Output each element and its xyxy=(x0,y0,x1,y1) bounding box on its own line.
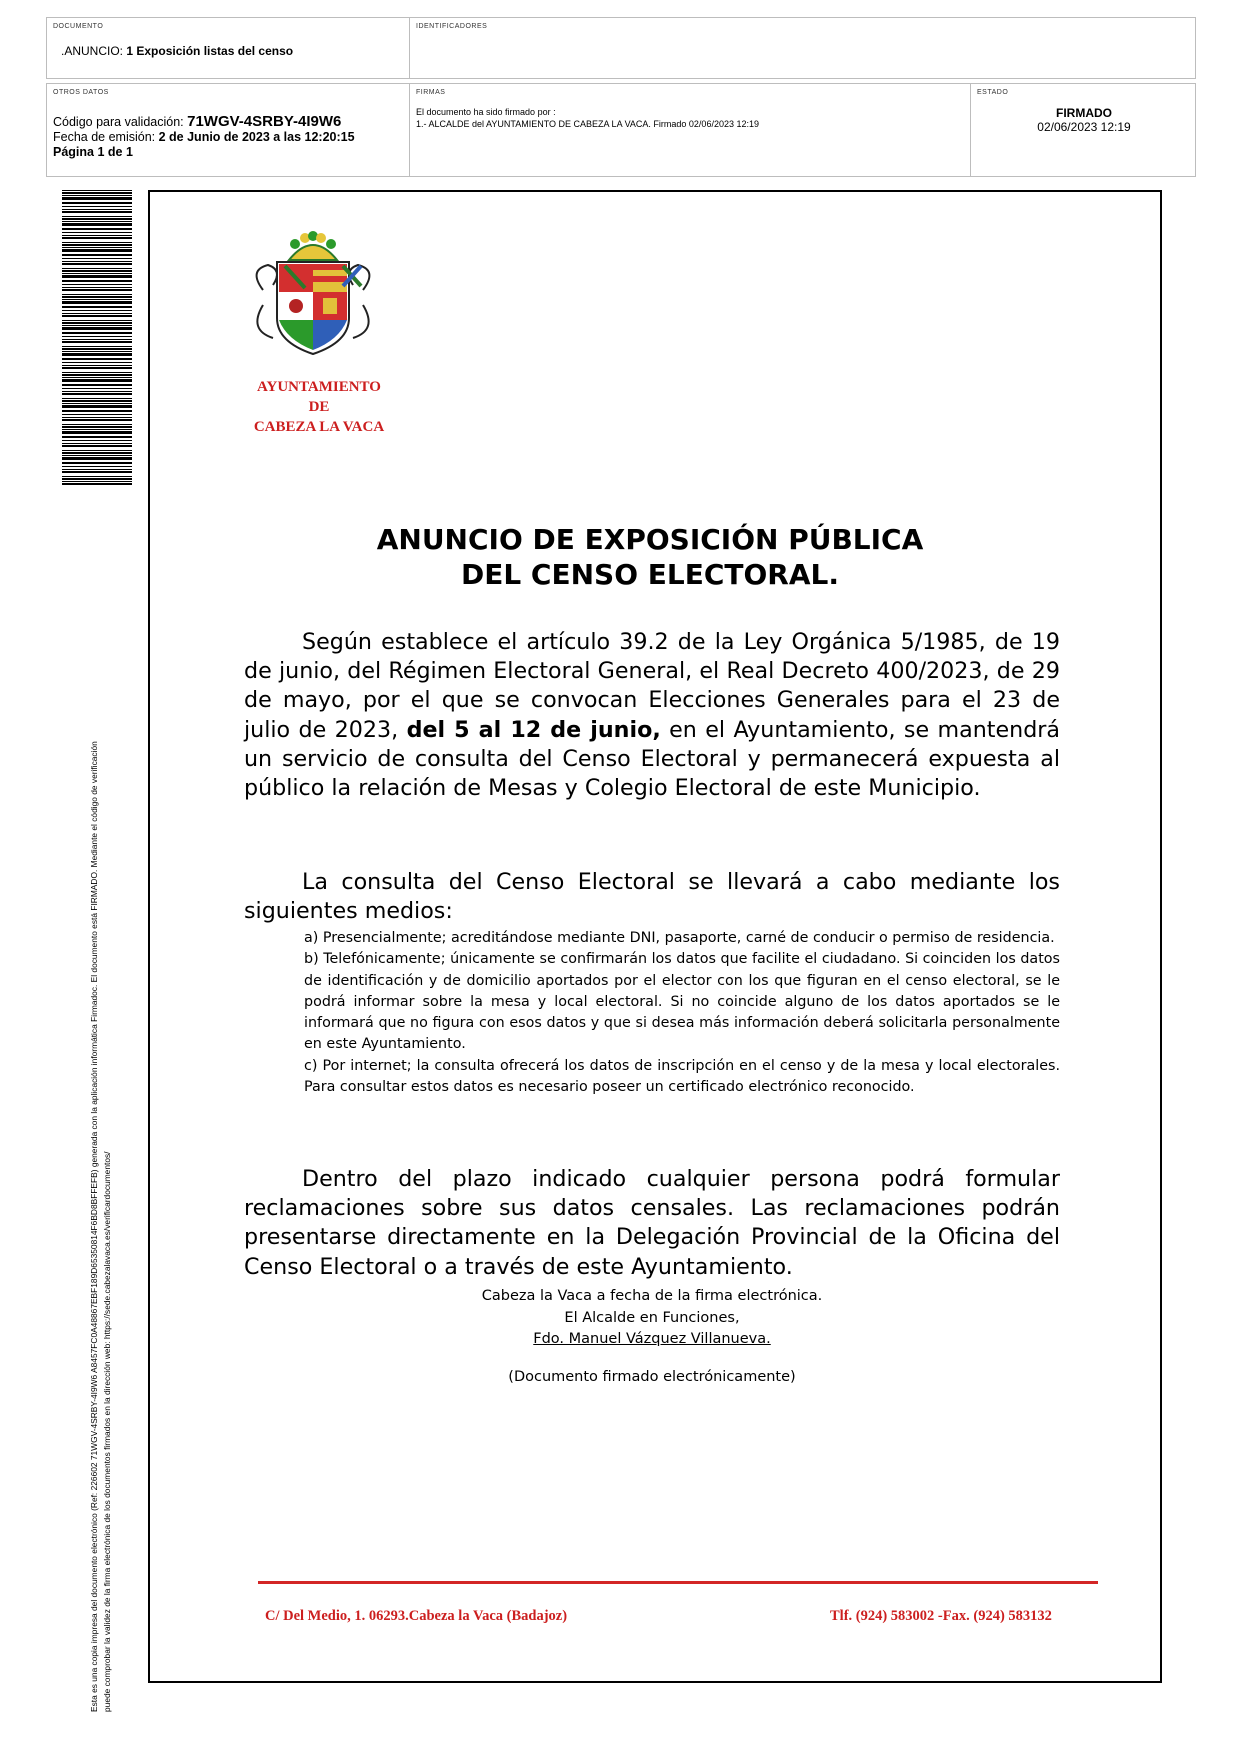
signature-role: El Alcalde en Funciones, xyxy=(564,1309,740,1326)
letterhead-line-3: CABEZA LA VACA xyxy=(253,419,385,435)
paragraph-2: La consulta del Censo Electoral se llevará a cabo mediante los siguientes medios: xyxy=(244,869,1060,925)
otros-datos-label: OTROS DATOS xyxy=(53,89,109,96)
documento-cell xyxy=(46,17,410,79)
municipality-letterhead xyxy=(230,377,408,437)
title-line-1: ANUNCIO DE EXPOSICIÓN PÚBLICA xyxy=(376,523,924,556)
consultation-methods-list xyxy=(304,928,1060,1098)
estado-block xyxy=(971,106,1197,134)
letterhead-line-2: DE xyxy=(308,399,330,415)
footer-address: C/ Del Medio, 1. 06293.Cabeza la Vaca (Badajoz) xyxy=(265,1608,568,1624)
electronic-signature-note: (Documento firmado electrónicamente) xyxy=(508,1369,796,1385)
firmas-line-1: El documento ha sido firmado por : xyxy=(416,107,556,117)
list-item-a: a) Presencialmente; acreditándose mediante DNI, pasaporte, carné de conducir o permiso de residencia. xyxy=(304,930,1055,946)
document-name: 1 Exposición listas del censo xyxy=(126,44,294,58)
signature-block xyxy=(392,1286,912,1351)
estado-cell xyxy=(970,83,1196,177)
letterhead-line-1: AYUNTAMIENTO xyxy=(257,379,381,395)
otros-datos-cell xyxy=(46,83,410,177)
firmas-text xyxy=(416,106,759,130)
paragraph-1-start: Según establece el artículo 39.2 de la Ley Orgánica 5/1985, de 19 de junio, del Régimen Electoral General, el Real Decreto 400/2023, de 29 de mayo, por el que se convocan Elecciones Generales para el 23 de julio de 2023, xyxy=(244,629,1060,743)
margin-line-1: Esta es una copia impresa del documento electrónico (Ref: 226602 71WGV-4SRBY-4I9W6 A8457FC0A48867EBF189D65350814F6BD8BFFEFB) generada con la aplicación informática Firmadoc. El documento está FIRMADO. Mediante el código de verificación xyxy=(89,741,99,1712)
footer-divider xyxy=(258,1581,1098,1584)
firmas-cell xyxy=(409,83,971,177)
page-count: Página 1 de 1 xyxy=(53,145,133,159)
list-item-b: b) Telefónicamente; únicamente se confirmarán los datos que facilite el ciudadano. Si coinciden los datos de identificación y de domicilio aportados por el elector con los que figuran en el censo electoral, se le podrá informar sobre la mesa y local electoral. Si no coincide alguno de los datos aportados se le informará que no figura con esos datos y que si desea más información deberá solicitarla personalmente en este Ayuntamiento. xyxy=(304,951,1060,1053)
margin-line-2: puede comprobar la validez de la firma electrónica de los documentos firmados en la dirección web: https://sede.cabezalavaca.es/verificardocumentos/ xyxy=(102,1151,112,1712)
identificadores-cell xyxy=(409,17,1196,79)
page-title xyxy=(300,522,1000,592)
footer-phone: Tlf. (924) 583002 -Fax. (924) 583132 xyxy=(830,1608,1052,1624)
firmas-label: FIRMAS xyxy=(416,89,446,96)
documento-label: DOCUMENTO xyxy=(53,23,104,30)
signature-place-date: Cabeza la Vaca a fecha de la firma electrónica. xyxy=(481,1288,823,1304)
list-item-c: c) Por internet; la consulta ofrecerá los datos de inscripción en el censo y de la mesa y local electorales. Para consultar estos datos es necesario poseer un certificado electrónico reconocido. xyxy=(304,1057,1060,1096)
estado-date: 02/06/2023 12:19 xyxy=(1037,120,1131,134)
validation-block xyxy=(53,114,355,160)
validation-code: 71WGV-4SRBY-4I9W6 xyxy=(187,113,342,130)
emision-value: 2 de Junio de 2023 a las 12:20:15 xyxy=(158,130,355,144)
paragraph-1 xyxy=(244,628,1060,803)
signature-name: Fdo. Manuel Vázquez Villanueva. xyxy=(533,1331,771,1347)
paragraph-3: Dentro del plazo indicado cualquier persona podrá formular reclamaciones sobre sus datos censales. Las reclamaciones podrán presentarse directamente en la Delegación Provincial de la Oficina del Censo Electoral o a través de este Ayuntamiento. xyxy=(244,1166,1060,1280)
metadata-header xyxy=(46,17,1196,177)
title-line-2: DEL CENSO ELECTORAL. xyxy=(460,558,840,591)
paragraph-1-end: en el Ayuntamiento, se mantendrá un servicio de consulta del Censo Electoral y permanecerá expuesta al público la relación de Mesas y Colegio Electoral de este Municipio. xyxy=(244,716,1060,802)
document-title xyxy=(61,44,293,58)
validation-label: Código para validación: xyxy=(53,115,184,129)
firmas-line-2: 1.- ALCALDE del AYUNTAMIENTO DE CABEZA LA VACA. Firmado 02/06/2023 12:19 xyxy=(416,119,759,129)
status-badge: FIRMADO xyxy=(1056,106,1112,120)
verification-margin-text xyxy=(88,487,114,1712)
coat-of-arms-icon xyxy=(243,230,383,360)
estado-label: ESTADO xyxy=(977,89,1009,96)
identificadores-label: IDENTIFICADORES xyxy=(416,23,488,30)
document-prefix: .ANUNCIO: xyxy=(61,44,124,58)
emision-label: Fecha de emisión: xyxy=(53,130,156,144)
barcode-icon xyxy=(62,190,132,485)
exposure-dates: del 5 al 12 de junio, xyxy=(406,716,661,743)
